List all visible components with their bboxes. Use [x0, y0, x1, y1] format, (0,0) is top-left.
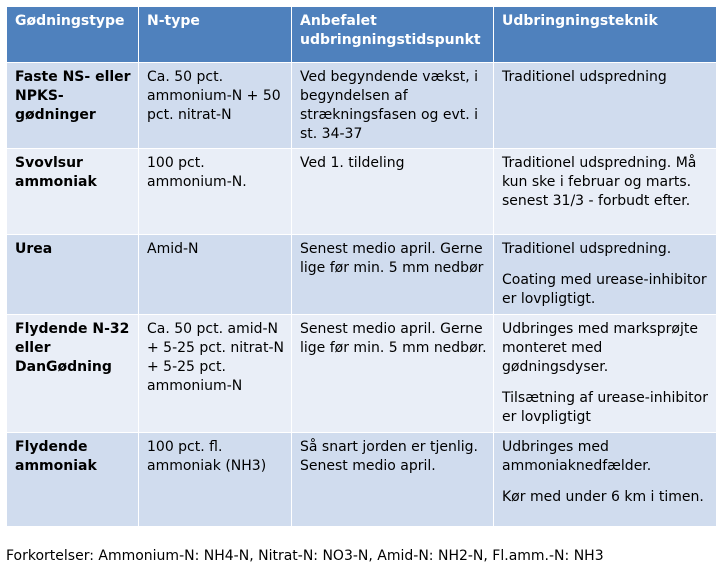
n-type-cell: Ca. 50 pct. amid-N + 5-25 pct. nitrat-N + 5-25 pct. ammonium-N [139, 315, 292, 433]
column-header-application-technique: Udbringningsteknik [494, 7, 717, 63]
table-row [7, 235, 717, 315]
header-row [7, 7, 717, 63]
n-type-cell: Amid-N [139, 235, 292, 315]
table-row [7, 63, 717, 149]
abbreviations-footnote: Forkortelser: Ammonium-N: NH4-N, Nitrat-N: NO3-N, Amid-N: NH2-N, Fl.amm.-N: NH3 [6, 548, 604, 564]
table-row [7, 149, 717, 235]
n-type-cell: 100 pct. ammonium-N. [139, 149, 292, 235]
application-technique-cell [494, 149, 717, 235]
application-technique-cell [494, 433, 717, 527]
column-header-n-type: N-type [139, 7, 292, 63]
application-time-cell: Ved begyndende vækst, i begyndelsen af strækningsfasen og evt. i st. 34-37 [292, 63, 494, 149]
fertilizer-table [6, 6, 717, 527]
column-header-application-time: Anbefalet udbringningstidspunkt [292, 7, 494, 63]
application-technique-cell [494, 63, 717, 149]
column-header-fertilizer-type: Gødningstype [7, 7, 139, 63]
table-row [7, 433, 717, 527]
application-time-cell: Senest medio april. Gerne lige før min. 5 mm nedbør. [292, 315, 494, 433]
application-technique-cell [494, 235, 717, 315]
technique-text: Traditionel udspredning [502, 69, 667, 85]
fertilizer-type-cell: Flydende N-32 eller DanGødning [7, 315, 139, 433]
technique-text: Udbringes med marksprøjte monteret med gødningsdyser. [502, 321, 698, 375]
application-time-cell: Så snart jorden er tjenlig. Senest medio april. [292, 433, 494, 527]
n-type-cell: Ca. 50 pct. ammonium-N + 50 pct. nitrat-N [139, 63, 292, 149]
technique-note: Tilsætning af urease-inhibitor er lovpligtigt [502, 390, 708, 425]
fertilizer-type-cell: Svovlsur ammoniak [7, 149, 139, 235]
n-type-cell: 100 pct. fl. ammoniak (NH3) [139, 433, 292, 527]
application-time-cell: Ved 1. tildeling [292, 149, 494, 235]
technique-text: Udbringes med ammoniaknedfælder. [502, 439, 652, 474]
fertilizer-type-cell: Faste NS- eller NPKS-gødninger [7, 63, 139, 149]
technique-note: Coating med urease-inhibitor er lovpligtigt. [502, 272, 707, 307]
technique-note: Kør med under 6 km i timen. [502, 489, 704, 505]
fertilizer-type-cell: Flydende ammoniak [7, 433, 139, 527]
technique-text: Traditionel udspredning. [502, 241, 672, 257]
application-technique-cell [494, 315, 717, 433]
application-time-cell: Senest medio april. Gerne lige før min. 5 mm nedbør [292, 235, 494, 315]
table-row [7, 315, 717, 433]
fertilizer-type-cell: Urea [7, 235, 139, 315]
technique-text: Traditionel udspredning. Må kun ske i februar og marts. senest 31/3 - forbudt efter. [502, 155, 697, 209]
